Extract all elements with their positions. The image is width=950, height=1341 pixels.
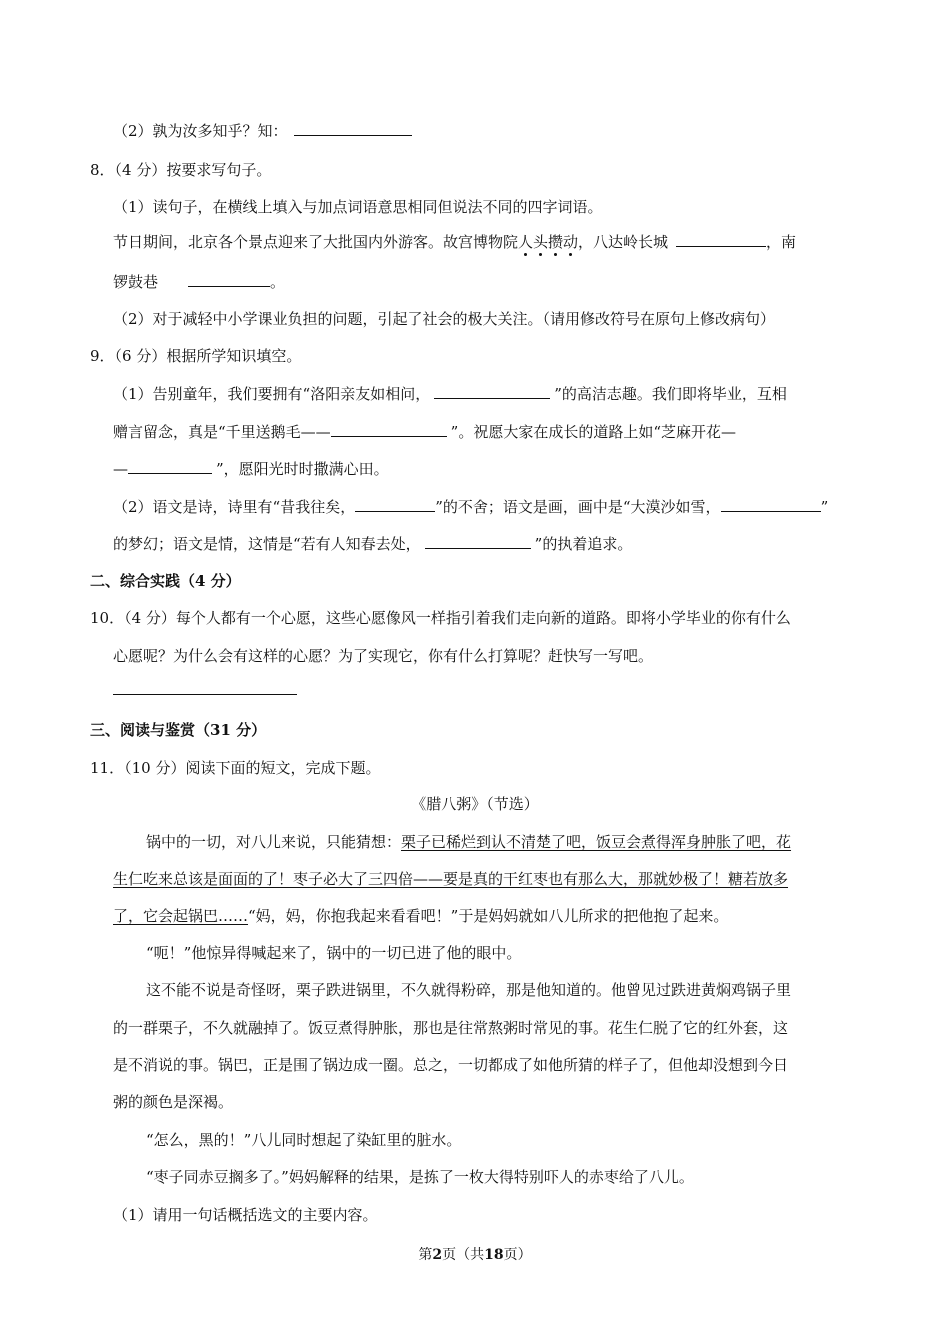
passage-p1-c: “妈，妈，你抱我起来看看吧！”于是妈妈就如八儿所求的把他抱了起来。 [248, 907, 729, 925]
footer-post: 页） [503, 1247, 532, 1263]
q8-sentence-line1 [113, 232, 859, 252]
q10-line2: 心愿呢？为什么会有这样的心愿？为了实现它，你有什么打算呢？赶快写一写吧。 [113, 647, 654, 665]
q7-sub2-text: （2）孰为汝多知乎？知： [113, 122, 288, 140]
q8-sub2: （2）对于减轻中小学课业负担的问题，引起了社会的极大关注。（请用修改符号在原句上修改病句） [113, 310, 776, 328]
answer-blank[interactable] [188, 272, 270, 287]
q11-heading: 11．（10 分）阅读下面的短文，完成下题。 [90, 759, 381, 777]
q8-sentence-c: ，南 [766, 233, 797, 251]
page-number: 2 [432, 1247, 443, 1263]
q9-line2-a: 赠言留念，真是“千里送鹅毛—— [113, 423, 331, 441]
answer-blank[interactable] [128, 459, 212, 474]
passage-p3-line1: 这不能不说是奇怪呀，栗子跌进锅里，不久就得粉碎，那是他知道的。他曾见过跌进黄焖鸡锅子里 [146, 981, 792, 999]
q8-sentence-d: 锣鼓巷 [113, 273, 159, 291]
answer-blank[interactable] [434, 384, 550, 399]
answer-blank[interactable] [113, 680, 297, 695]
passage-p3-line3: 是不消说的事。锅巴，正是围了锅边成一圈。总之，一切都成了如他所猜的样子了，但他却没想到今日 [113, 1056, 789, 1074]
passage-p3-line2: 的一群栗子，不久就融掉了。饭豆煮得肿胀，那也是往常熬粥时常见的事。花生仁脱了它的红外套，这 [113, 1019, 789, 1037]
q8-sub1: （1）读句子，在横线上填入与加点词语意思相同但说法不同的四字词语。 [113, 198, 603, 216]
section-3-title: 三、阅读与鉴赏（31 分） [90, 721, 267, 739]
passage-p5: “枣子同赤豆搁多了。”妈妈解释的结果，是拣了一枚大得特别吓人的赤枣给了八儿。 [146, 1168, 694, 1186]
emphasis-dots [518, 253, 578, 257]
q9-heading: 9．（6 分）根据所学知识填空。 [90, 347, 302, 365]
answer-blank[interactable] [721, 497, 821, 512]
q8-sentence-b: ，八达岭长城 [578, 233, 669, 251]
q9-line4 [113, 497, 828, 517]
q9-line3 [113, 459, 389, 479]
footer-mid: 页（共 [442, 1247, 485, 1263]
q9-line2 [113, 422, 736, 442]
section-2-title: 二、综合实践（4 分） [90, 572, 241, 590]
q11-sub1: （1）请用一句话概括选文的主要内容。 [113, 1206, 378, 1224]
page-total: 18 [484, 1247, 504, 1263]
q10-line1: 10．（4 分）每个人都有一个心愿，这些心愿像风一样指引着我们走向新的道路。即将小学毕业的你有什么 [90, 609, 791, 627]
q9-line4-a: （2）语文是诗，诗里有“昔我往矣， [113, 498, 356, 516]
q8-heading: 8．（4 分）按要求写句子。 [90, 161, 272, 179]
answer-blank[interactable] [425, 534, 531, 549]
underlined-text: 了，它会起锅巴…… [113, 907, 249, 925]
page-footer [0, 1244, 950, 1264]
q9-line4-b: ”的不舍；语文是画，画中是“大漠沙如雪， [435, 498, 721, 516]
passage-p1-line3 [113, 906, 728, 926]
q9-line3-b: ”，愿阳光时时撒满心田。 [216, 460, 389, 478]
footer-pre: 第 [418, 1247, 433, 1263]
q9-line5 [113, 534, 632, 554]
q7-sub2 [113, 121, 412, 141]
q9-line3-a: — [113, 460, 128, 478]
answer-blank[interactable] [676, 232, 766, 247]
q8-sentence-e: 。 [270, 273, 286, 291]
passage-p1-line1 [146, 832, 791, 852]
q9-line1-a: （1）告别童年，我们要拥有“洛阳亲友如相问， [113, 385, 431, 403]
dotted-phrase-text: 人头攒动 [518, 233, 579, 251]
q9-line1 [113, 384, 787, 404]
passage-p3-line4: 粥的颜色是深褐。 [113, 1093, 234, 1111]
q9-line5-b: ”的执着追求。 [534, 535, 633, 553]
answer-blank[interactable] [331, 422, 447, 437]
passage-p2: “呃！”他惊异得喊起来了，锅中的一切已进了他的眼中。 [146, 944, 522, 962]
q10-answer-line[interactable] [113, 680, 297, 700]
passage-p1-line2: 生仁吃来总该是面面的了！枣子必大了三四倍——要是真的干红枣也有那么大，那就妙极了！糖若放多 [113, 870, 789, 888]
q8-sentence-line2 [113, 272, 285, 292]
passage-title: 《腊八粥》（节选） [411, 795, 539, 813]
underlined-text: 栗子已稀烂到认不清楚了吧，饭豆会煮得浑身肿胀了吧，花 [401, 833, 792, 851]
dotted-phrase [518, 233, 578, 251]
q9-line1-b: ”的高洁志趣。我们即将毕业，互相 [554, 385, 787, 403]
q8-sentence-a: 节日期间，北京各个景点迎来了大批国内外游客。故宫博物院 [113, 233, 519, 251]
q9-line4-c: ” [820, 498, 829, 516]
q9-line2-b: ”。祝愿大家在成长的道路上如“芝麻开花— [450, 423, 737, 441]
answer-blank[interactable] [355, 497, 435, 512]
passage-p1-a: 锅中的一切，对八儿来说，只能猜想： [146, 833, 402, 851]
q9-line5-a: 的梦幻；语文是情，这情是“若有人知春去处， [113, 535, 421, 553]
passage-p4: “怎么，黑的！”八儿同时想起了染缸里的脏水。 [146, 1131, 462, 1149]
answer-blank[interactable] [294, 121, 412, 136]
